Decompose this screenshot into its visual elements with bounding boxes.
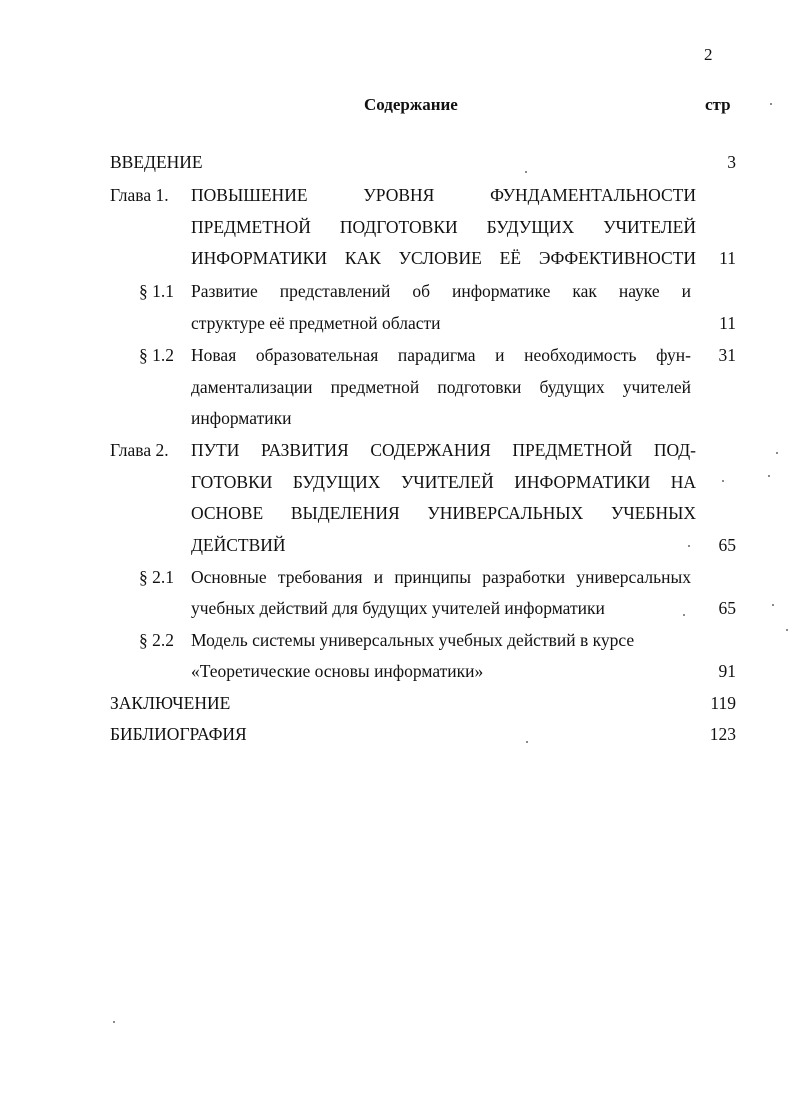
section-1-2-line1: Новая образовательная парадигма и необходимость фун- [191,345,691,365]
toc-intro-label: ВВЕДЕНИЕ [110,152,203,172]
scan-speck [768,475,770,477]
scan-speck [688,545,690,547]
section-2-2-page: 91 [718,661,736,681]
section-2-1-line1: Основные требования и принципы разработки универсальных [191,567,691,587]
chapter2-title-line1: ПУТИ РАЗВИТИЯ СОДЕРЖАНИЯ ПРЕДМЕТНОЙ ПОД- [191,440,696,460]
toc-conclusion-page: 119 [710,693,736,713]
toc-bibliography-label: БИБЛИОГРАФИЯ [110,724,247,744]
page-number: 2 [704,45,713,64]
scan-speck [786,629,788,631]
section-2-1-line2: учебных действий для будущих учителей информатики [191,598,605,618]
chapter2-title-line2: ГОТОВКИ БУДУЩИХ УЧИТЕЛЕЙ ИНФОРМАТИКИ НА [191,472,696,492]
section-1-2-line2: даментализации предметной подготовки будущих учителей [191,377,691,397]
scan-speck [772,604,774,606]
chapter2-label: Глава 2. [110,440,169,460]
chapter2-title-line3: ОСНОВЕ ВЫДЕЛЕНИЯ УНИВЕРСАЛЬНЫХ УЧЕБНЫХ [191,503,696,523]
chapter1-label: Глава 1. [110,185,169,205]
chapter2-page: 65 [718,535,736,555]
scan-speck [525,171,527,173]
chapter1-title-line2: ПРЕДМЕТНОЙ ПОДГОТОВКИ БУДУЩИХ УЧИТЕЛЕЙ [191,217,696,237]
section-1-2-number: § 1.2 [139,345,174,365]
chapter1-page: 11 [719,248,736,268]
chapter1-title-line3: ИНФОРМАТИКИ КАК УСЛОВИЕ ЕЁ ЭФФЕКТИВНОСТИ [191,248,696,268]
scan-speck [770,103,772,105]
section-2-1-number: § 2.1 [139,567,174,587]
toc-title: Содержание [364,95,458,114]
section-2-2-line1: Модель системы универсальных учебных действий в курсе [191,630,635,650]
section-2-2-number: § 2.2 [139,630,174,650]
scan-speck [526,741,528,743]
section-1-1-line2: структуре её предметной области [191,313,441,333]
section-2-1-page: 65 [718,598,736,618]
section-1-1-page: 11 [719,313,736,333]
section-1-1-number: § 1.1 [139,281,174,301]
section-1-2-line3: информатики [191,408,292,428]
chapter1-title-line1: ПОВЫШЕНИЕ УРОВНЯ ФУНДАМЕНТАЛЬНОСТИ [191,185,696,205]
toc-bibliography-page: 123 [709,724,736,744]
scan-speck [776,452,778,454]
section-2-2-line2: «Теоретические основы информатики» [191,661,484,681]
toc-conclusion-label: ЗАКЛЮЧЕНИЕ [110,693,231,713]
scan-speck [683,614,685,616]
toc-intro-page: 3 [727,152,736,172]
chapter2-title-line4: ДЕЙСТВИЙ [191,535,286,555]
section-1-2-page: 31 [718,345,736,365]
scan-speck [722,480,724,482]
section-1-1-line1: Развитие представлений об информатике как науке и [191,281,691,301]
page-column-header: стр [705,95,731,114]
scan-speck [113,1021,115,1023]
